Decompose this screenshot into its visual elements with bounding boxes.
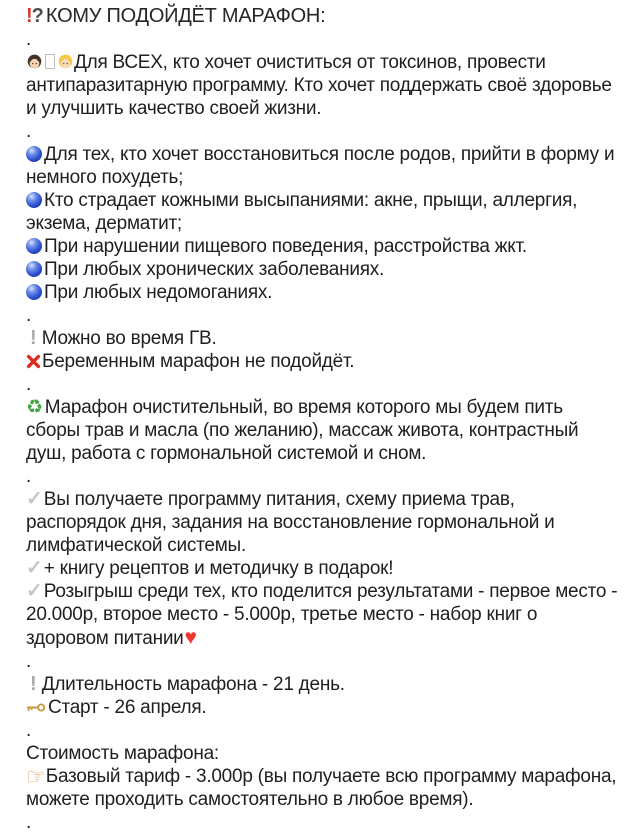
paragraph <box>26 396 618 465</box>
paragraph <box>26 696 618 719</box>
paragraph-text: . <box>26 305 32 326</box>
paragraph <box>26 811 618 834</box>
paragraph-text: Кто страдает кожными высыпаниями: акне, прыщи, аллергия, экзема, дерматит; <box>26 190 578 234</box>
paragraph-text: Длительность марафона - 21 день. <box>36 674 345 695</box>
paragraph-text: Вы получаете программу питания, схему приема трав, распорядок дня, задания на восстановление гормональной и лимфатической системы. <box>26 489 555 556</box>
paragraph-text: При любых недомоганиях. <box>44 282 273 303</box>
paragraph <box>26 557 618 580</box>
white-exclamation-icon: ! <box>30 327 37 349</box>
paragraph-text: . <box>26 466 32 487</box>
paragraph-text: Для ВСЕХ, кто хочет очиститься от токсинов, провести антипаразитарную программу. Кто хочет поддержать своё здоровье и улучшить качество своей жизни. <box>26 52 612 119</box>
paragraph-text: Стоимость марафона: <box>26 743 219 764</box>
woman-emoji-icon <box>26 54 43 71</box>
point-right-icon: ☞ <box>26 764 46 789</box>
paragraph <box>26 373 618 396</box>
paragraph-text: При любых хронических заболеваниях. <box>44 259 385 280</box>
paragraph-text: . <box>26 374 32 395</box>
paragraph-text: . <box>26 720 32 741</box>
missing-glyph-box-icon <box>45 54 55 69</box>
paragraph-text: . <box>26 812 32 833</box>
blue-circle-icon <box>26 238 42 254</box>
paragraph <box>26 235 618 258</box>
paragraph <box>26 258 618 281</box>
paragraph <box>26 327 618 350</box>
blue-circle-icon <box>26 284 42 300</box>
old-key-icon <box>26 701 46 714</box>
paragraph <box>26 51 618 120</box>
paragraph <box>26 488 618 557</box>
paragraph <box>26 765 618 811</box>
check-mark-icon: ✓ <box>26 557 43 579</box>
check-mark-icon: ✓ <box>26 488 43 510</box>
paragraph <box>26 673 618 696</box>
post-title <box>26 5 618 28</box>
paragraph <box>26 465 618 488</box>
blue-circle-icon <box>26 146 42 162</box>
cross-mark-icon <box>26 354 41 369</box>
paragraph <box>26 281 618 304</box>
paragraph-text: + книгу рецептов и методичку в подарок! <box>43 558 394 579</box>
paragraph-text: При нарушении пищевого поведения, расстройства жкт. <box>44 236 527 257</box>
blue-circle-icon <box>26 261 42 277</box>
paragraph-text: Старт - 26 апреля. <box>48 697 207 718</box>
paragraph <box>26 650 618 673</box>
paragraph <box>26 719 618 742</box>
paragraph-text: Для тех, кто хочет восстановиться после родов, прийти в форму и немного похудеть; <box>26 144 615 188</box>
paragraph-text: . <box>26 121 32 142</box>
paragraph-text: Базовый тариф - 3.000р (вы получаете всю программу марафона, можете проходить самостоятельно в любое время). <box>26 766 617 810</box>
recycle-icon: ♻ <box>26 397 43 418</box>
paragraph <box>26 120 618 143</box>
red-heart-icon: ♥ <box>184 626 198 649</box>
paragraph <box>26 304 618 327</box>
interrobang-icon: !? <box>26 5 43 27</box>
paragraph-text: . <box>26 651 32 672</box>
paragraph-text: Беременным марафон не подойдёт. <box>42 351 355 372</box>
paragraph-text: Розыгрыш среди тех, кто поделится результатами - первое место - 20.000р, второе место - 5.000р, третье место - набор книг о здоровом питании <box>26 581 618 649</box>
paragraph <box>26 742 618 765</box>
blue-circle-icon <box>26 192 42 208</box>
paragraph <box>26 580 618 650</box>
paragraph <box>26 189 618 235</box>
paragraph-text: . <box>26 29 32 50</box>
paragraph-text: КОМУ ПОДОЙДЁТ МАРАФОН: <box>45 5 326 27</box>
white-exclamation-icon: ! <box>30 673 37 695</box>
check-mark-icon: ✓ <box>26 580 43 602</box>
blond-person-emoji-icon <box>57 54 74 71</box>
paragraph-text: Марафон очистительный, во время которого мы будем пить сборы трав и масла (по желанию), массаж живота, контрастный душ, работа с гормональной системой и сном. <box>26 397 579 464</box>
paragraph <box>26 350 618 373</box>
paragraph-text: Можно во время ГВ. <box>36 328 217 349</box>
paragraph <box>26 143 618 189</box>
paragraph <box>26 28 618 51</box>
